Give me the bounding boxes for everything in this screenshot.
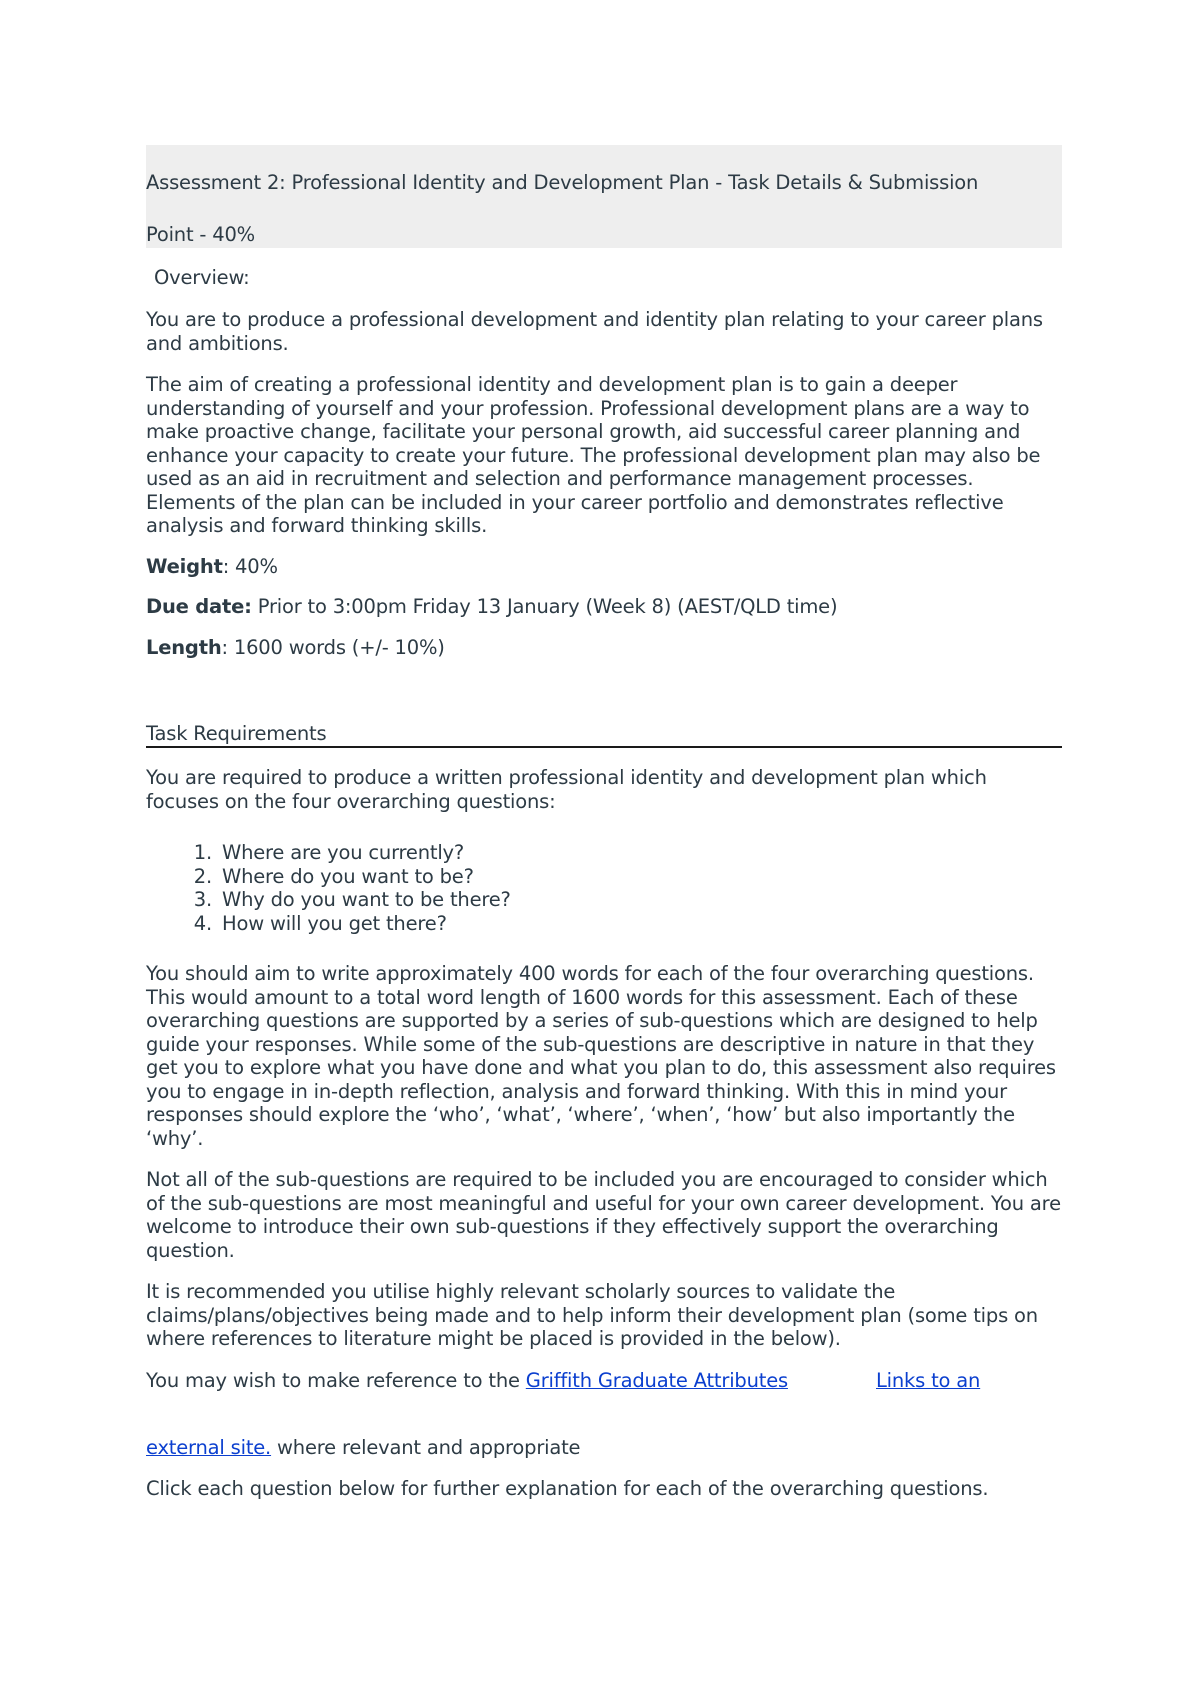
due-date-value: Prior to 3:00pm Friday 13 January (Week 8) (AEST/QLD time) xyxy=(251,595,838,618)
list-item: 1. Where are you currently? xyxy=(218,841,1062,865)
due-date-label: Due date: xyxy=(146,595,252,618)
griffith-graduate-attributes-link[interactable]: Griffith Graduate Attributes xyxy=(525,1368,788,1392)
overview-heading: Overview: xyxy=(154,266,250,289)
external-site-tail: where relevant and appropriate xyxy=(271,1435,581,1459)
reference-lead xyxy=(146,1369,788,1393)
task-paragraph-3: It is recommended you utilise highly relevant scholarly sources to validate the claims/plans/objectives being made and to help inform their development plan (some tips on where references to literature might be placed is provided in the below). xyxy=(146,1280,1038,1350)
overview-paragraph-2: The aim of creating a professional identity and development plan is to gain a deeper understanding of yourself and your profession. Professional development plans are a way to make proactive change, facilitate your personal growth, aid successful career planning and enhance your capacity to create your future. The professional development plan may also be used as an aid in recruitment and selection and performance management processes. Elements of the plan can be included in your career portfolio and demonstrates reflective analysis and forward thinking skills. xyxy=(146,373,1041,537)
questions-list xyxy=(146,841,1062,935)
task-intro: You are required to produce a written professional identity and development plan which focuses on the four overarching questions: xyxy=(146,766,987,813)
page-title: Assessment 2: Professional Identity and Development Plan - Task Details & Submission xyxy=(146,171,979,194)
reference-lead-text: You may wish to make reference to the xyxy=(146,1368,526,1392)
weight-label: Weight xyxy=(146,554,223,578)
task-paragraph-2: Not all of the sub-questions are required to be included you are encouraged to consider which of the sub-questions are most meaningful and useful for your own career development. You are welcome to introduce their own sub-questions if they effectively support the overarching question. xyxy=(146,1168,1061,1262)
due-date-row xyxy=(146,595,1062,619)
closing-instruction: Click each question below for further explanation for each of the overarching questions. xyxy=(146,1477,989,1500)
length-value: : 1600 words (+/- 10%) xyxy=(221,635,445,659)
list-item: 3. Why do you want to be there? xyxy=(218,888,1062,912)
list-item: 4. How will you get there? xyxy=(218,912,1062,936)
external-site-link-part-2[interactable]: external site. xyxy=(146,1435,272,1459)
reference-row xyxy=(146,1369,1062,1393)
length-row xyxy=(146,636,1062,660)
external-site-link-part-1[interactable]: Links to an xyxy=(876,1368,981,1392)
task-requirements-heading: Task Requirements xyxy=(146,722,1062,748)
point-value: Point - 40% xyxy=(146,223,255,246)
document-page xyxy=(146,145,1062,1501)
weight-row xyxy=(146,555,1062,579)
external-site-row xyxy=(146,1436,1062,1460)
overview-paragraph-1: You are to produce a professional development and identity plan relating to your career plans and ambitions. xyxy=(146,308,1043,355)
list-item: 2. Where do you want to be? xyxy=(218,865,1062,889)
weight-value: : 40% xyxy=(222,554,278,578)
length-label: Length xyxy=(146,635,222,659)
title-block xyxy=(146,145,1062,248)
task-paragraph-1: You should aim to write approximately 400 words for each of the four overarching questions. This would amount to a total word length of 1600 words for this assessment. Each of these overarching questions are supported by a series of sub-questions which are designed to help guide your responses. While some of the sub-questions are descriptive in nature in that they get you to explore what you have done and what you plan to do, this assessment also requires you to engage in in-depth reflection, analysis and forward thinking. With this in mind your responses should explore the ‘who’, ‘what’, ‘where’, ‘when’, ‘how’ but also importantly the ‘why’. xyxy=(146,962,1056,1150)
